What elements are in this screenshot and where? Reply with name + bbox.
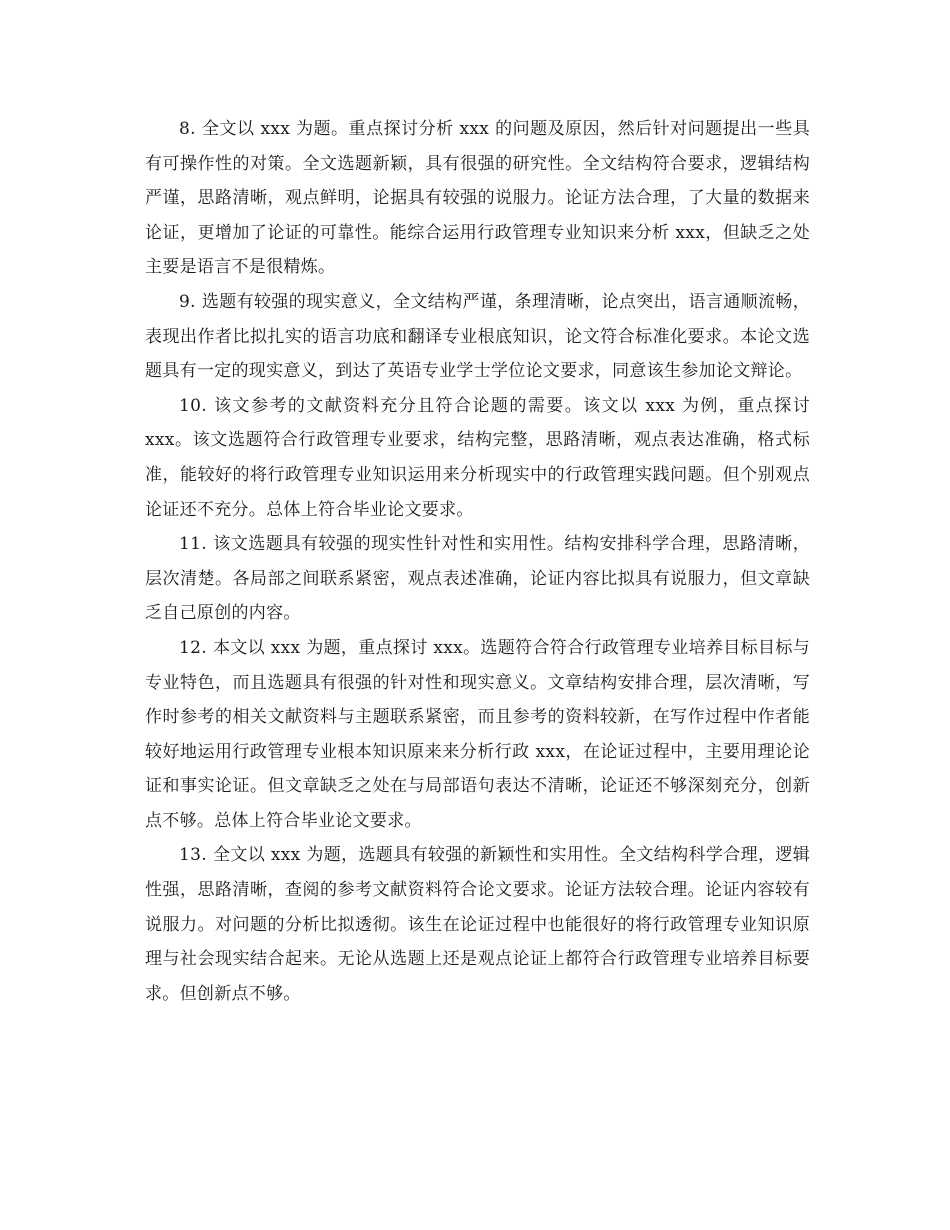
document-body xyxy=(145,112,810,1011)
paragraph-8 xyxy=(145,112,810,285)
paragraph-number: 8. xyxy=(179,119,196,139)
paragraph-number: 9. xyxy=(179,291,196,312)
paragraph-13 xyxy=(145,838,810,1011)
paragraph-text: 全文以 xxx 为题。重点探讨分析 xxx 的问题及原因，然后针对问题提出一些具有可操作性的对策。全文选题新颖，具有很强的研究性。全文结构符合要求，逻辑结构严谨，思路清晰，观点鲜明，论据具有较强的说服力。论证方法合理，了大量的数据来论证，更增加了论证的可靠性。能综合运用行政管理专业知识来分析 xxx，但缺乏之处主要是语言不是很精炼。 xyxy=(145,119,810,278)
paragraph-text: 该文参考的文献资料充分且符合论题的需要。该文以 xxx 为例，重点探讨 xxx。该文选题符合行政管理专业要求，结构完整，思路清晰，观点表达准确，格式标准，能较好的将行政管理专业知识运用来分析现实中的行政管理实践问题。但个别观点论证还不充分。总体上符合毕业论文要求。 xyxy=(145,395,810,520)
paragraph-number: 13. xyxy=(179,845,207,866)
paragraph-text: 全文以 xxx 为题，选题具有较强的新颖性和实用性。全文结构科学合理，逻辑性强，思路清晰，查阅的参考文献资料符合论文要求。论证方法较合理。论证内容较有说服力。对问题的分析比拟透彻。该生在论证过程中也能很好的将行政管理专业知识原理与社会现实结合起来。无论从选题上还是观点论证上都符合行政管理专业培养目标要求。但创新点不够。 xyxy=(145,845,810,1004)
paragraph-12 xyxy=(145,631,810,839)
paragraph-number: 11. xyxy=(179,534,207,555)
paragraph-number: 12. xyxy=(179,637,207,658)
paragraph-text: 该文选题具有较强的现实性针对性和实用性。结构安排科学合理，思路清晰，层次清楚。各局部之间联系紧密，观点表述准确，论证内容比拟具有说服力，但文章缺乏自己原创的内容。 xyxy=(145,534,810,624)
paragraph-text: 选题有较强的现实意义，全文结构严谨，条理清晰，论点突出，语言通顺流畅，表现出作者比拟扎实的语言功底和翻译专业根底知识，论文符合标准化要求。本论文选题具有一定的现实意义，到达了英语专业学士学位论文要求，同意该生参加论文辩论。 xyxy=(145,291,810,382)
paragraph-11 xyxy=(145,527,810,631)
paragraph-text: 本文以 xxx 为题，重点探讨 xxx。选题符合符合行政管理专业培养目标目标与专业特色，而且选题具有很强的针对性和现实意义。文章结构安排合理，层次清晰，写作时参考的相关文献资料与主题联系紧密，而且参考的资料较新，在写作过程中作者能较好地运用行政管理专业根本知识原来来分析行政 xxx，在论证过程中，主要用理论论证和事实论证。但文章缺乏之处在与局部语句表达不清晰，论证还不够深刻充分，创新点不够。总体上符合毕业论文要求。 xyxy=(145,637,810,831)
paragraph-number: 10. xyxy=(179,395,207,416)
paragraph-10 xyxy=(145,389,810,527)
paragraph-9 xyxy=(145,285,810,389)
